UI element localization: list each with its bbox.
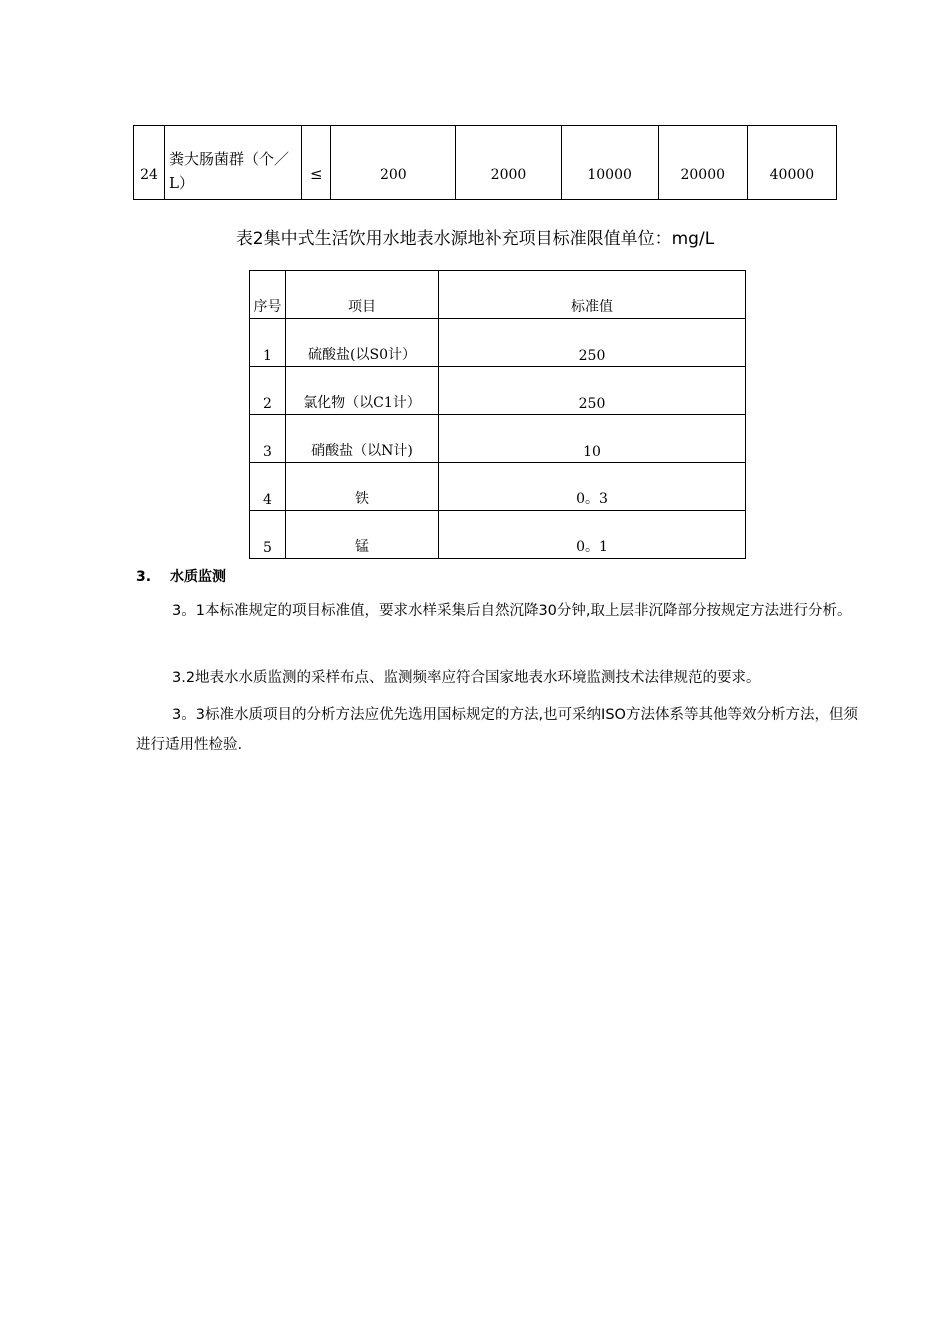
- row-item: 硝酸盐（以N计): [286, 415, 439, 463]
- row-number: 24: [134, 126, 165, 200]
- class-iii-value: 10000: [561, 126, 658, 200]
- paragraph-3-3: 3。3标准水质项目的分析方法应优先选用国标规定的方法,也可采纳ISO方法体系等其他等效分析方法，但须进行适用性检验.: [136, 707, 858, 753]
- comparison-symbol: ≤: [302, 126, 331, 200]
- item-name: 粪大肠菌群（个／L）: [165, 126, 302, 200]
- table-row: [250, 511, 746, 559]
- table-1-fragment: [133, 125, 837, 200]
- row-value: 250: [439, 367, 746, 415]
- row-index: 2: [250, 367, 286, 415]
- row-value: 10: [439, 415, 746, 463]
- header-index: 序号: [250, 271, 286, 319]
- row-index: 5: [250, 511, 286, 559]
- row-item: 铁: [286, 463, 439, 511]
- row-value: 250: [439, 319, 746, 367]
- table-row: [250, 319, 746, 367]
- row-value: 0。1: [439, 511, 746, 559]
- row-index: 4: [250, 463, 286, 511]
- class-i-value: 200: [331, 126, 456, 200]
- class-ii-value: 2000: [456, 126, 561, 200]
- section-heading: [136, 566, 226, 586]
- row-item: 锰: [286, 511, 439, 559]
- row-index: 1: [250, 319, 286, 367]
- row-index: 3: [250, 415, 286, 463]
- table-row: [250, 463, 746, 511]
- header-standard-value: 标准值: [439, 271, 746, 319]
- row-value: 0。3: [439, 463, 746, 511]
- table-row: [250, 367, 746, 415]
- paragraph-3-1: 3。1本标准规定的项目标准值，要求水样采集后自然沉降30分钟,取上层非沉降部分按规定方法进行分析。: [172, 603, 852, 619]
- section-number: 3.: [136, 569, 152, 585]
- table-row: [250, 415, 746, 463]
- table-2-caption: 表2集中式生活饮用水地表水源地补充项目标准限值单位：mg/L: [235, 229, 715, 249]
- table-header-row: [250, 271, 746, 319]
- class-v-value: 40000: [747, 126, 836, 200]
- table-row: [134, 126, 837, 200]
- header-item: 项目: [286, 271, 439, 319]
- paragraph-3-2: 3.2地表水水质监测的采样布点、监测频率应符合国家地表水环境监测技术法律规范的要求。: [172, 670, 761, 686]
- table-2: [249, 270, 746, 559]
- row-item: 硫酸盐(以S0计）: [286, 319, 439, 367]
- section-title: 水质监测: [170, 569, 226, 585]
- row-item: 氯化物（以C1计）: [286, 367, 439, 415]
- class-iv-value: 20000: [658, 126, 747, 200]
